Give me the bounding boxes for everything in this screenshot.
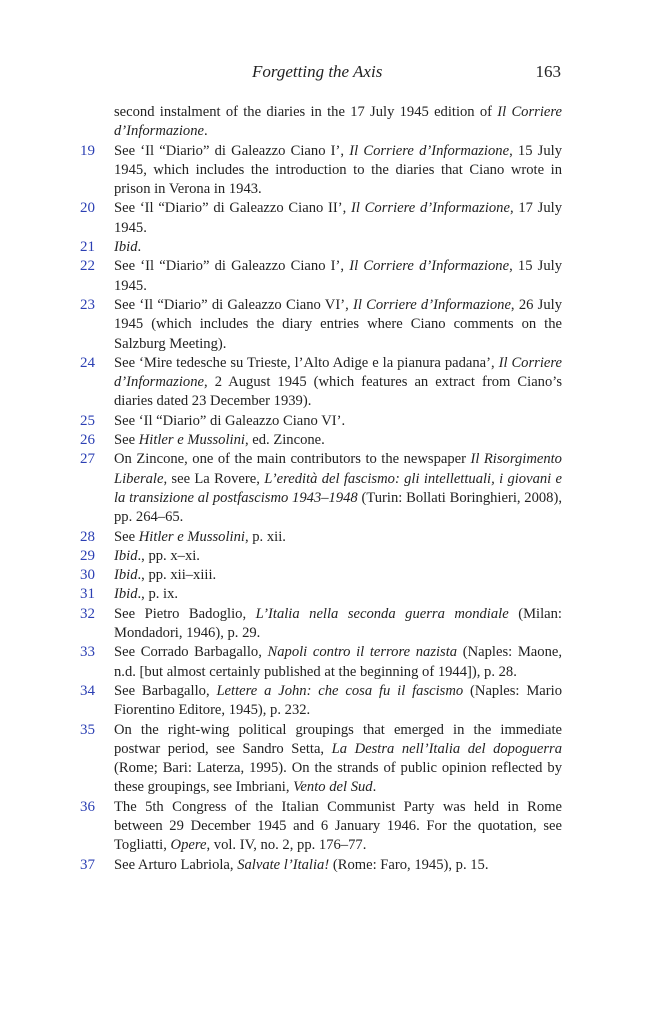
endnote-italic-segment: Lettere a John: che cosa fu il fascismo — [216, 682, 464, 699]
endnote-text-segment: , 17 July 1945. — [114, 200, 563, 236]
endnote-italic-segment: Il Corriere d’Informazione — [349, 142, 510, 159]
endnote-italic-segment: L’Italia nella seconda guerra mondiale — [255, 605, 509, 622]
endnote-number-link[interactable]: 26 — [80, 432, 95, 449]
endnote-text — [114, 451, 562, 525]
endnote-text — [114, 258, 562, 293]
endnote-italic-segment: Salvate l’Italia! — [237, 856, 330, 873]
endnote-text-segment: See ‘Il “Diario” di Galeazzo Ciano II’, — [114, 200, 352, 217]
page-number: 163 — [535, 62, 561, 81]
endnote-number-link[interactable]: 29 — [80, 547, 95, 564]
endnote-italic-segment: Opere — [170, 837, 207, 854]
endnote-text — [114, 413, 345, 429]
endnote-text-segment: On the right-wing political groupings that emerged in the immediate postwar period, see Sandro Setta, — [114, 721, 562, 757]
page-header — [0, 59, 650, 85]
endnote-text — [114, 644, 562, 679]
endnote-text-segment: See ‘Il “Diario” di Galeazzo Ciano VI’, — [114, 296, 353, 313]
endnote-text-segment: See Pietro Badoglio, — [114, 605, 256, 622]
endnote-number-link[interactable]: 24 — [80, 354, 95, 371]
endnote-item — [80, 528, 562, 547]
endnote-text — [114, 799, 562, 854]
endnote-item — [80, 682, 562, 721]
endnote-italic-segment: Il Corriere d’Informazione — [351, 200, 510, 217]
endnote-italic-segment: Hitler e Mussolini — [138, 528, 245, 545]
endnote-text — [114, 297, 562, 352]
endnote-number-link[interactable]: 31 — [80, 586, 95, 603]
endnote-text — [114, 683, 562, 718]
endnote-text-segment: . — [204, 123, 208, 140]
endnote-text-segment: , 2 August 1945 (which features an extract from Ciano’s diaries dated 23 December 1939). — [114, 374, 562, 410]
endnote-italic-segment: Il Corriere d’Informazione — [349, 258, 510, 275]
endnote-item — [80, 585, 562, 604]
endnote-item — [80, 798, 562, 856]
endnote-text — [114, 586, 178, 602]
endnote-text-segment: (Naples: Maone, n.d. [but almost certainly published at the beginning of 1944]), p. 28. — [114, 644, 562, 680]
endnote-text — [114, 239, 141, 255]
endnote-item — [80, 257, 562, 296]
endnote-number-link[interactable]: 23 — [80, 296, 95, 313]
endnote-italic-segment: Vento del Sud — [293, 779, 373, 796]
endnote-number-link[interactable]: 25 — [80, 412, 95, 429]
endnote-text-segment: See Arturo Labriola, — [114, 856, 238, 873]
endnote-italic-segment: Il Corriere d’Informazione — [114, 104, 562, 140]
endnote-text — [114, 143, 562, 198]
endnote-text — [114, 104, 562, 139]
endnote-text-segment: , 26 July 1945 (which includes the diary entries where Ciano comments on the Salzburg Meeting). — [114, 296, 562, 352]
endnote-text-segment: ., pp. xii–xiii. — [137, 567, 217, 584]
endnote-number-link[interactable]: 35 — [80, 721, 95, 738]
endnote-number-link[interactable]: 30 — [80, 567, 95, 584]
endnote-item — [80, 605, 562, 644]
endnote-text-segment: (Milan: Mondadori, 1946), p. 29. — [114, 605, 562, 642]
endnote-italic-segment: Hitler e Mussolini — [138, 432, 245, 449]
endnote-text-segment: See ‘Mire tedesche su Trieste, l’Alto Adige e la pianura padana’, — [114, 354, 499, 371]
endnote-text-segment: (Rome: Faro, 1945), p. 15. — [329, 856, 489, 873]
endnote-item — [80, 450, 562, 527]
endnote-item — [80, 431, 562, 450]
endnote-italic-segment: La Destra nell’Italia del dopoguerra — [331, 740, 563, 757]
endnote-item — [80, 238, 562, 257]
endnote-text-segment: (Turin: Bollati Boringhieri, 2008), pp. 264–65. — [114, 489, 562, 526]
endnote-text-segment: , p. xii. — [244, 528, 286, 545]
endnote-text-segment: (Naples: Mario Fiorentino Editore, 1945), p. 232. — [114, 682, 562, 719]
endnote-text-segment: . — [137, 239, 142, 256]
endnote-number-link[interactable]: 32 — [80, 605, 95, 622]
endnote-text-segment: See ‘Il “Diario” di Galeazzo Ciano VI’. — [114, 412, 346, 429]
endnote-italic-segment: L’eredità del fascismo: gli intellettuali, i giovani e la transizione al postfascismo 1943–1948 — [114, 470, 562, 506]
endnote-text-segment: second instalment of the diaries in the 17 July 1945 edition of — [114, 104, 498, 120]
endnote-number-link[interactable]: 22 — [80, 258, 95, 275]
endnote-text — [114, 722, 562, 796]
endnote-italic-segment: Ibid — [114, 567, 138, 584]
running-title: Forgetting the Axis — [252, 62, 383, 81]
endnote-text-segment: See Corrado Barbagallo, — [114, 644, 268, 661]
endnote-item — [80, 547, 562, 566]
endnote-item — [80, 566, 562, 585]
endnote-text — [114, 432, 325, 448]
endnote-item — [80, 354, 562, 412]
endnote-number-link[interactable]: 34 — [80, 682, 95, 699]
endnote-text — [114, 857, 489, 873]
endnote-text-segment: , see La Rovere, — [163, 470, 265, 487]
endnote-item — [80, 643, 562, 682]
endnote-text-segment: See ‘Il “Diario” di Galeazzo Ciano I’, — [114, 258, 350, 275]
endnote-text-segment: , 15 July 1945. — [114, 258, 563, 294]
endnote-item — [80, 199, 562, 238]
endnote-text — [114, 606, 562, 641]
endnote-number-link[interactable]: 28 — [80, 528, 95, 545]
endnote-text-segment: ., pp. x–xi. — [137, 547, 200, 564]
endnote-text-segment: , 15 July 1945, which includes the introduction to the diaries that Ciano wrote in prison in Verona in 1943. — [114, 142, 563, 198]
endnote-number-link[interactable]: 19 — [80, 142, 95, 159]
endnote-text-segment: See — [114, 432, 139, 449]
endnote-text-segment: On Zincone, one of the main contributors to the newspaper — [114, 451, 471, 468]
endnote-item — [80, 856, 562, 875]
endnote-text-segment: ., p. ix. — [137, 586, 179, 603]
endnote-italic-segment: Ibid — [114, 239, 138, 256]
endnote-number-link[interactable]: 37 — [80, 856, 95, 873]
endnote-item — [80, 142, 562, 200]
endnote-italic-segment: Il Corriere d’Informazione — [352, 296, 511, 313]
endnote-text — [114, 355, 562, 410]
endnote-number-link[interactable]: 21 — [80, 239, 95, 256]
endnote-italic-segment: Ibid — [114, 547, 138, 564]
endnote-text-segment: See Barbagallo, — [114, 682, 217, 699]
endnote-italic-segment: Il Risorgimento Liberale — [114, 451, 562, 487]
endnote-text-segment: See ‘Il “Diario” di Galeazzo Ciano I’, — [114, 142, 350, 159]
endnote-text — [114, 548, 200, 564]
endnote-text-segment: , ed. Zincone. — [244, 432, 325, 449]
endnote-number-link[interactable]: 33 — [80, 644, 95, 661]
endnote-number-link[interactable]: 27 — [80, 451, 95, 468]
endnote-italic-segment: Ibid — [114, 586, 138, 603]
endnote-text-segment: See — [114, 528, 139, 545]
endnote-item — [80, 103, 562, 142]
endnote-item — [80, 296, 562, 354]
endnote-item — [80, 721, 562, 798]
endnote-number-link[interactable]: 36 — [80, 798, 95, 815]
endnote-italic-segment: Il Corriere d’Informazione — [114, 354, 562, 391]
endnote-text — [114, 567, 216, 583]
endnote-text — [114, 200, 562, 235]
endnote-number-link[interactable]: 20 — [80, 200, 95, 217]
endnote-italic-segment: Napoli contro il terrore nazista — [267, 644, 458, 661]
endnotes-list — [80, 103, 562, 875]
endnote-text-segment: , vol. IV, no. 2, pp. 176–77. — [206, 837, 367, 854]
endnote-text — [114, 529, 286, 545]
endnote-item — [80, 412, 562, 431]
endnote-text-segment: The 5th Congress of the Italian Communist Party was held in Rome between 29 December 1945 and 6 January 1946. For the quotation, see Togliatti, — [114, 798, 562, 854]
endnote-text-segment: . — [372, 779, 377, 796]
endnote-text-segment: (Rome; Bari: Laterza, 1995). On the strands of public opinion reflected by these groupings, see Imbriani, — [114, 760, 562, 796]
